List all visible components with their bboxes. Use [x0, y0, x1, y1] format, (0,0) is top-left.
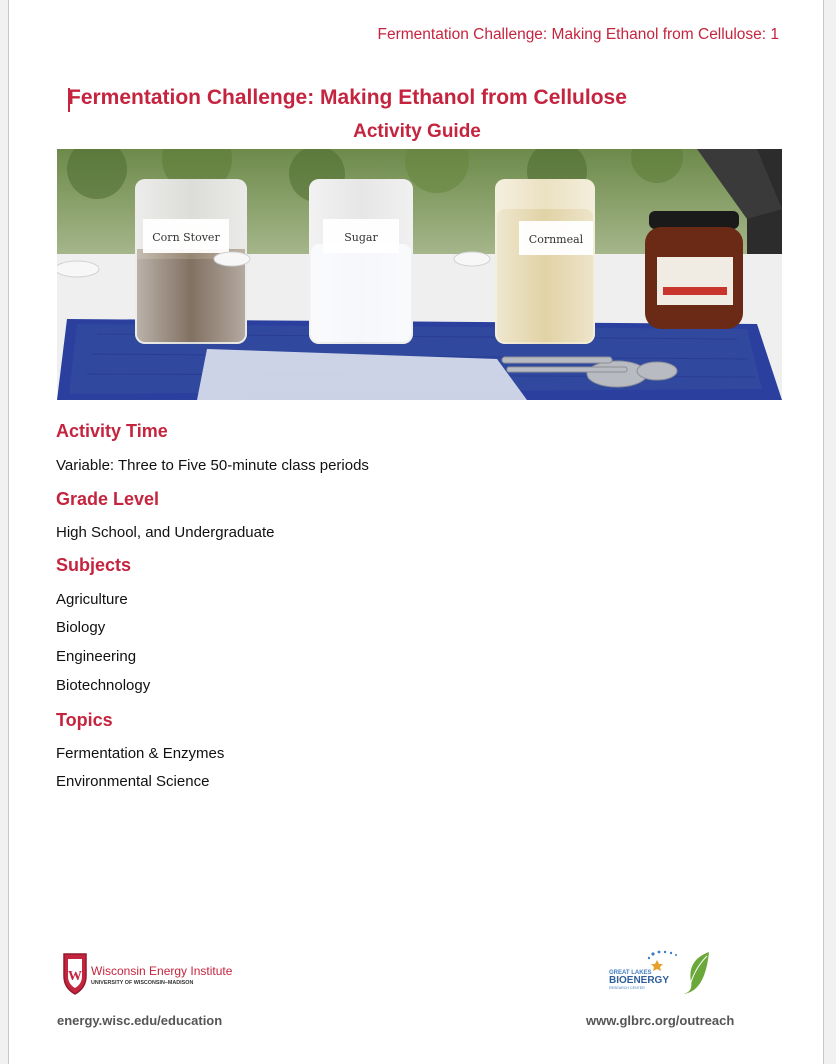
subjects-heading: Subjects — [56, 555, 132, 575]
svg-text:W: W — [68, 969, 82, 984]
wisconsin-energy-institute-logo[interactable] — [61, 950, 261, 996]
jar-label-cornmeal: Cornmeal — [528, 233, 584, 246]
jar-label-corn-stover: Corn Stover — [152, 231, 220, 244]
grade-level-heading: Grade Level — [56, 489, 160, 509]
running-header: Fermentation Challenge: Making Ethanol from Cellulose: 1 — [377, 26, 779, 43]
glbrc-logo-line2: BIOENERGY — [609, 975, 670, 986]
activity-time-text: Variable: Three to Five 50-minute class periods — [56, 457, 369, 474]
subject-item: Biotechnology — [56, 677, 151, 694]
glbrc-logo-line3: RESEARCH CENTER — [609, 986, 645, 990]
footer-link-wei[interactable]: energy.wisc.edu/education — [57, 1013, 223, 1028]
glbrc-logo-line1: GREAT LAKES — [609, 970, 652, 976]
wei-logo-name: Wisconsin Energy Institute — [91, 964, 233, 978]
activity-time-heading: Activity Time — [56, 421, 168, 441]
footer-link-glbrc[interactable]: www.glbrc.org/outreach — [586, 1013, 735, 1028]
topic-item: Fermentation & Enzymes — [56, 745, 225, 762]
topic-item: Environmental Science — [56, 773, 210, 790]
grade-level-text: High School, and Undergraduate — [56, 524, 275, 541]
document-page — [8, 0, 824, 1064]
activity-photo — [57, 149, 782, 400]
document-title[interactable]: Fermentation Challenge: Making Ethanol from Cellulose — [68, 86, 627, 109]
subject-item: Biology — [56, 619, 106, 636]
document-subtitle[interactable]: Activity Guide — [353, 121, 481, 142]
subject-item: Agriculture — [56, 591, 128, 608]
jar-label-sugar: Sugar — [344, 231, 378, 244]
topics-heading: Topics — [56, 710, 113, 730]
subject-item: Engineering — [56, 648, 137, 665]
wei-logo-sub: UNIVERSITY OF WISCONSIN–MADISON — [91, 980, 194, 986]
glbrc-logo[interactable] — [607, 948, 717, 996]
